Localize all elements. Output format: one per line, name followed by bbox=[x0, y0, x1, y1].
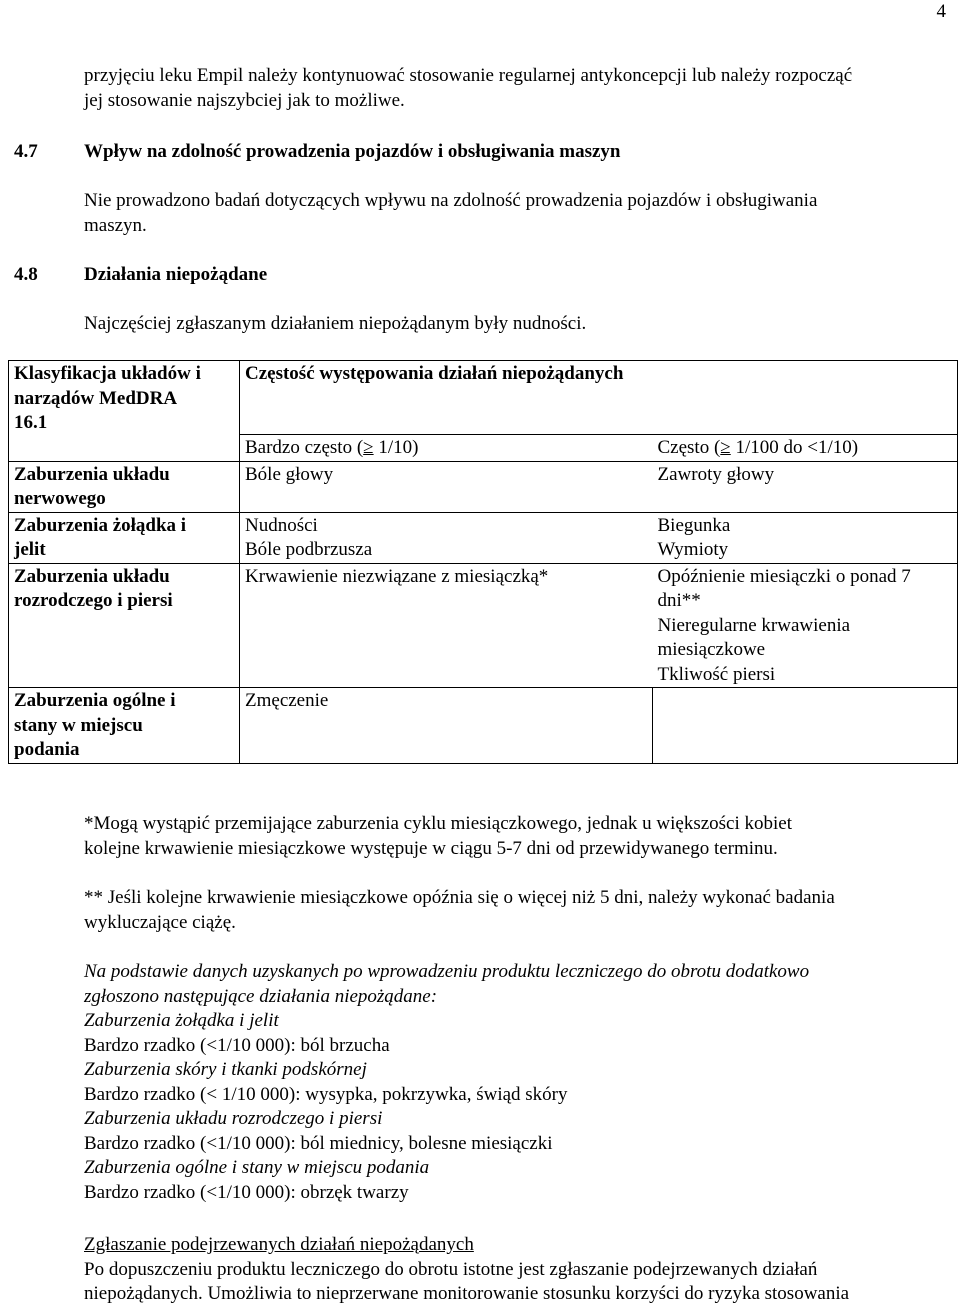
section-text bbox=[84, 189, 934, 238]
freq-common-cell bbox=[653, 435, 958, 462]
soc-line: nerwowego bbox=[14, 488, 106, 509]
section-title: Wpływ na zdolność prowadzenia pojazdów i obsługiwania maszyn bbox=[84, 141, 621, 162]
effect-line: Bóle głowy bbox=[245, 463, 334, 485]
header-soc-cell bbox=[9, 361, 240, 462]
very-common-cell bbox=[240, 688, 653, 764]
soc-line: rozrodczego i piersi bbox=[14, 590, 173, 611]
table-row bbox=[9, 688, 958, 764]
ge-symbol: ≥ bbox=[720, 437, 731, 458]
common-cell bbox=[653, 688, 958, 764]
effect-line: Opóźnienie miesiączki o ponad 7 bbox=[657, 565, 911, 587]
freq-label: 1/10) bbox=[373, 437, 419, 458]
common-cell bbox=[653, 512, 958, 563]
very-common-cell bbox=[240, 512, 653, 563]
ge-symbol: ≥ bbox=[363, 437, 374, 458]
header-line: Klasyfikacja układów i bbox=[14, 363, 201, 384]
footnote-line: ** Jeśli kolejne krwawienie miesiączkowe opóźnia się o więcej niż 5 dni, należy wykonać badania bbox=[84, 887, 835, 908]
postmarketing-intro-line: zgłoszono następujące działania niepożądane: bbox=[84, 985, 438, 1007]
soc-cell bbox=[9, 688, 240, 764]
effect-line: Biegunka bbox=[657, 514, 731, 536]
header-line: 16.1 bbox=[14, 412, 48, 433]
footnote-line: kolejne krwawienie miesiączkowe występuje w ciągu 5-7 dni od przewidywanego terminu. bbox=[84, 837, 778, 859]
soc-line: Zaburzenia ogólne i bbox=[14, 690, 176, 711]
postmarketing-soc: Zaburzenia żołądka i jelit bbox=[84, 1010, 279, 1031]
table-row bbox=[9, 461, 958, 512]
header-line: narządów MedDRA bbox=[14, 387, 178, 409]
soc-line: podania bbox=[14, 739, 80, 760]
postmarketing-effect: Bardzo rzadko (<1/10 000): ból miednicy, bolesne miesiączki bbox=[84, 1132, 553, 1154]
postmarketing-effect: Bardzo rzadko (<1/10 000): ból brzucha bbox=[84, 1034, 390, 1056]
effect-line: dni** bbox=[657, 590, 701, 611]
soc-line: Zaburzenia żołądka i bbox=[14, 514, 187, 536]
effect-line: Wymioty bbox=[657, 539, 729, 560]
section-title: Działania niepożądane bbox=[84, 264, 268, 285]
effect-line: Nudności bbox=[245, 514, 318, 536]
text-line: Nie prowadzono badań dotyczących wpływu na zdolność prowadzenia pojazdów i obsługiwania bbox=[84, 190, 818, 211]
effect-line: Tkliwość piersi bbox=[657, 663, 776, 685]
very-common-cell bbox=[240, 461, 653, 512]
freq-label: 1/100 do <1/10) bbox=[730, 437, 859, 458]
soc-cell bbox=[9, 563, 240, 688]
freq-label: Często ( bbox=[657, 437, 721, 458]
soc-line: Zaburzenia układu bbox=[14, 463, 170, 485]
soc-cell bbox=[9, 461, 240, 512]
soc-cell bbox=[9, 512, 240, 563]
intro-line: przyjęciu leku Empil należy kontynuować stosowanie regularnej antykoncepcji lub należy rozpocząć bbox=[84, 65, 853, 86]
page-number: 4 bbox=[936, 1, 946, 22]
postmarketing-intro-line: Na podstawie danych uzyskanych po wprowadzeniu produktu leczniczego do obrotu dodatkowo bbox=[84, 961, 810, 982]
reporting-line: Po dopuszczeniu produktu leczniczego do obrotu istotne jest zgłaszanie podejrzewanych działań bbox=[84, 1258, 818, 1280]
footnote-2 bbox=[84, 886, 944, 935]
reporting-line: niepożądanych. Umożliwia to nieprzerwane monitorowanie stosunku korzyści do ryzyka stosowania bbox=[84, 1283, 850, 1304]
effect-line: Bóle podbrzusza bbox=[245, 539, 373, 560]
postmarketing-effect: Bardzo rzadko (<1/10 000): obrzęk twarzy bbox=[84, 1181, 409, 1203]
table-header-row bbox=[9, 361, 958, 435]
intro-line: jej stosowanie najszybciej jak to możliwe. bbox=[84, 89, 405, 111]
header-frequency-cell: Częstość występowania działań niepożądanych bbox=[240, 361, 958, 435]
section-number: 4.7 bbox=[14, 141, 38, 162]
effect-line: Nieregularne krwawienia bbox=[657, 614, 851, 636]
section-text: Najczęściej zgłaszanym działaniem niepożądanym były nudności. bbox=[84, 313, 587, 334]
table-row bbox=[9, 563, 958, 688]
common-cell bbox=[653, 563, 958, 688]
freq-very-common-cell bbox=[240, 435, 653, 462]
soc-line: stany w miejscu bbox=[14, 714, 143, 736]
reporting-section bbox=[84, 1233, 944, 1307]
intro-paragraph bbox=[84, 64, 934, 113]
table-row bbox=[9, 512, 958, 563]
section-number: 4.8 bbox=[14, 264, 38, 285]
common-cell bbox=[653, 461, 958, 512]
effect-line: Krwawienie niezwiązane z miesiączką* bbox=[245, 565, 549, 587]
postmarketing-soc: Zaburzenia ogólne i stany w miejscu podania bbox=[84, 1157, 430, 1178]
soc-line: jelit bbox=[14, 539, 46, 560]
effect-line: miesiączkowe bbox=[657, 639, 766, 660]
postmarketing-soc: Zaburzenia skóry i tkanki podskórnej bbox=[84, 1059, 367, 1080]
postmarketing-section bbox=[84, 960, 944, 1205]
freq-label: Bardzo często ( bbox=[245, 437, 364, 458]
effect-line: Zmęczenie bbox=[245, 690, 329, 711]
footnote-1 bbox=[84, 812, 944, 861]
postmarketing-effect: Bardzo rzadko (< 1/10 000): wysypka, pokrzywka, świąd skóry bbox=[84, 1083, 568, 1105]
footnote-line: *Mogą wystąpić przemijające zaburzenia cyklu miesiączkowego, jednak u większości kobiet bbox=[84, 813, 793, 834]
postmarketing-soc: Zaburzenia układu rozrodczego i piersi bbox=[84, 1108, 383, 1129]
effect-line: Zawroty głowy bbox=[657, 463, 775, 485]
adverse-effects-table bbox=[8, 360, 958, 764]
reporting-heading: Zgłaszanie podejrzewanych działań niepożądanych bbox=[84, 1234, 474, 1255]
footnote-line: wykluczające ciążę. bbox=[84, 911, 236, 933]
text-line: maszyn. bbox=[84, 214, 147, 236]
soc-line: Zaburzenia układu bbox=[14, 565, 170, 587]
very-common-cell bbox=[240, 563, 653, 688]
